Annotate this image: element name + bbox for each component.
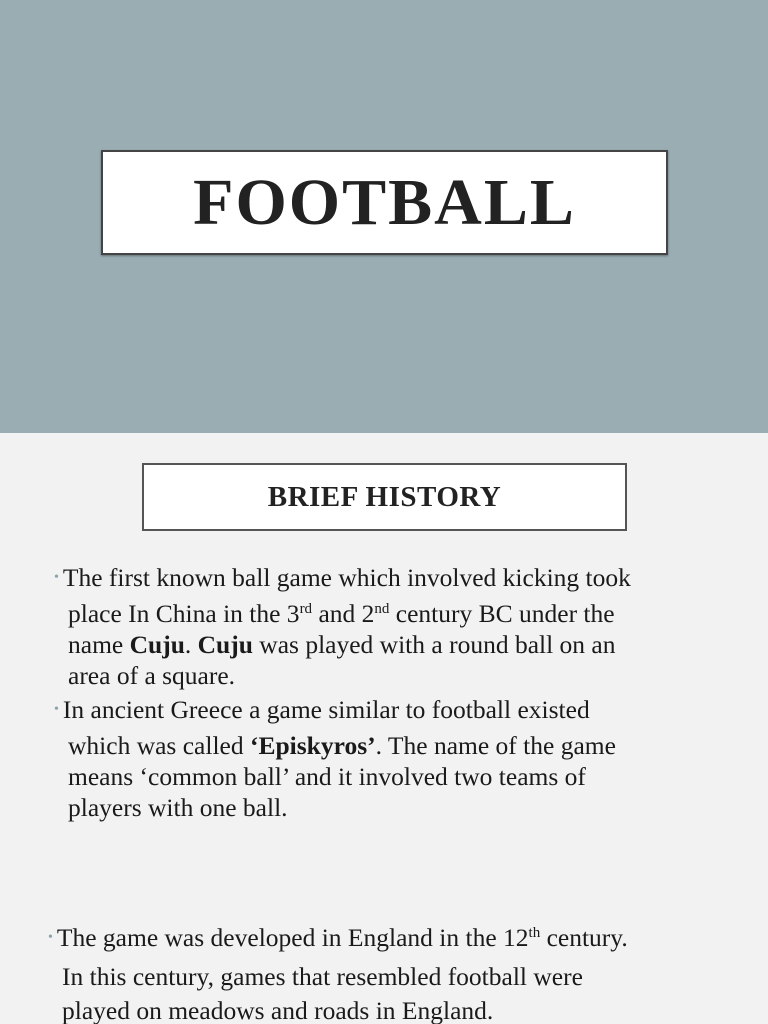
bullet-line: played on meadows and roads in England. xyxy=(62,996,494,1024)
bullet-dot-icon: • xyxy=(48,930,53,945)
bold-term: Cuju xyxy=(197,630,253,659)
superscript: th xyxy=(528,925,541,941)
bullet-dot-icon: • xyxy=(54,570,59,585)
bullet-line: players with one ball. xyxy=(68,793,288,822)
bullet-line: means ‘common ball’ and it involved two teams of xyxy=(68,762,586,791)
title-slide xyxy=(0,0,768,433)
bullet-text: name xyxy=(68,630,130,659)
bullet-line xyxy=(48,921,628,960)
page-title: FOOTBALL xyxy=(193,165,576,239)
bullet-line xyxy=(54,629,631,660)
title-box xyxy=(101,150,668,255)
bullet-text: In ancient Greece a game similar to football existed xyxy=(62,695,590,724)
bullet-text: The first known ball game which involved kicking took xyxy=(62,563,631,592)
bullet-text: place In China in the 3 xyxy=(68,599,300,628)
superscript: rd xyxy=(299,601,313,617)
bullet-line xyxy=(54,562,631,598)
history-slide xyxy=(0,433,768,1024)
bullet-cuju xyxy=(54,562,631,691)
bullet-text: . The name of the game xyxy=(375,731,616,760)
bullet-england xyxy=(48,921,628,1024)
bullet-episkyros xyxy=(54,694,616,823)
bullet-line xyxy=(54,598,631,629)
bullet-line xyxy=(54,730,616,761)
bullet-text: and 2 xyxy=(312,599,375,628)
bold-term: ‘Episkyros’ xyxy=(249,731,376,760)
bullet-text: which was called xyxy=(68,731,250,760)
section-heading-box xyxy=(142,463,627,531)
bullet-line: area of a square. xyxy=(68,661,236,690)
bullet-text: century. xyxy=(540,923,628,952)
superscript: nd xyxy=(374,601,390,617)
bullet-text: was played with a round ball on an xyxy=(252,630,616,659)
bold-term: Cuju xyxy=(129,630,185,659)
bullet-text: The game was developed in England in the 12 xyxy=(56,923,529,952)
bullet-line: In this century, games that resembled football were xyxy=(62,962,583,991)
bullet-line xyxy=(54,694,616,730)
bullet-text: . xyxy=(184,630,198,659)
bullet-dot-icon: • xyxy=(54,702,59,717)
section-heading: BRIEF HISTORY xyxy=(267,480,502,513)
bullet-text: century BC under the xyxy=(389,599,615,628)
